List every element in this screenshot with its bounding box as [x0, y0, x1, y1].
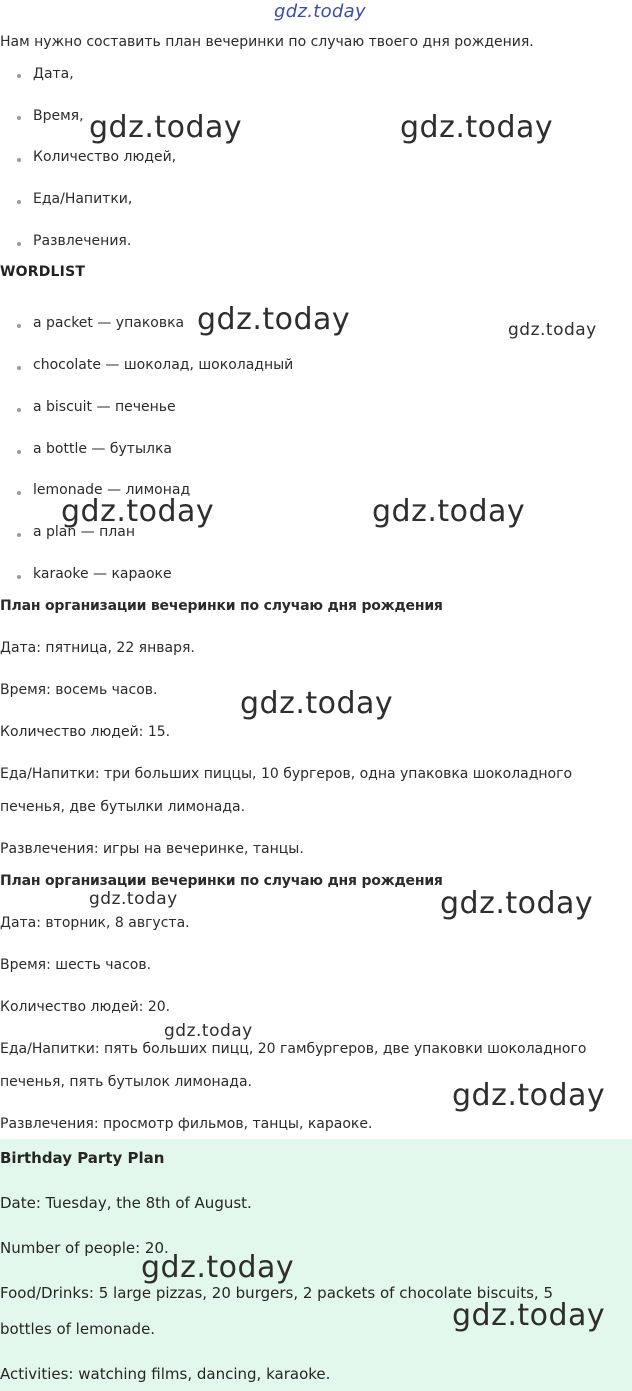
english-plan-title: Birthday Party Plan [0, 1149, 165, 1167]
bullet-icon [17, 74, 21, 78]
list-item: a bottle — бутылка [33, 441, 172, 457]
english-plan-panel [0, 1139, 632, 1391]
bullet-icon [17, 491, 21, 495]
list-item: Количество людей, [33, 149, 177, 165]
list-item: Время, [33, 108, 84, 124]
plan-2-food-line-2: печенья, пять бутылок лимонада. [0, 1074, 252, 1090]
plan-2-title: План организации вечеринки по случаю дня рождения [0, 873, 443, 889]
plan-1-food-line-1: Еда/Напитки: три больших пиццы, 10 бургеров, одна упаковка шоколадного [0, 766, 573, 782]
watermark: gdz.today [452, 1078, 606, 1113]
list-item: Дата, [33, 66, 74, 82]
plan-2-activities: Развлечения: просмотр фильмов, танцы, караоке. [0, 1116, 373, 1132]
plan-2-time: Время: шесть часов. [0, 957, 152, 973]
bullet-icon [17, 200, 21, 204]
list-item: Развлечения. [33, 233, 132, 249]
plan-1-activities: Развлечения: игры на вечеринке, танцы. [0, 841, 304, 857]
plan-1-date: Дата: пятница, 22 января. [0, 640, 195, 656]
bullet-icon [17, 242, 21, 246]
watermark: gdz.today [240, 686, 394, 721]
plan-2-date: Дата: вторник, 8 августа. [0, 915, 190, 931]
list-item: Еда/Напитки, [33, 191, 133, 207]
plan-1-title: План организации вечеринки по случаю дня рождения [0, 598, 443, 614]
bullet-icon [17, 158, 21, 162]
watermark: gdz.today [164, 1021, 253, 1041]
english-plan-date: Date: Tuesday, the 8th of August. [0, 1194, 252, 1212]
watermark: gdz.today [89, 889, 178, 909]
english-plan-food-line-1: Food/Drinks: 5 large pizzas, 20 burgers, 2 packets of chocolate biscuits, 5 [0, 1284, 554, 1302]
watermark: gdz.today [61, 494, 215, 529]
list-item: a packet — упаковка [33, 315, 185, 331]
watermark: gdz.today [197, 302, 351, 337]
english-plan-activities: Activities: watching films, dancing, karaoke. [0, 1365, 331, 1383]
watermark: gdz.today [400, 110, 554, 145]
watermark: gdz.today [141, 1250, 295, 1285]
list-item: a biscuit — печенье [33, 399, 176, 415]
list-item: lemonade — лимонад [33, 482, 191, 498]
bullet-icon [17, 533, 21, 537]
watermark: gdz.today [372, 494, 526, 529]
list-item: a plan — план [33, 524, 135, 540]
bullet-icon [17, 408, 21, 412]
wordlist-title: WORDLIST [0, 264, 86, 280]
plan-2-people: Количество людей: 20. [0, 999, 171, 1015]
plan-1-people: Количество людей: 15. [0, 724, 171, 740]
bullet-icon [17, 116, 21, 120]
watermark: gdz.today [452, 1298, 606, 1333]
plan-1-food-line-2: печенья, две бутылки лимонада. [0, 799, 246, 815]
watermark: gdz.today [89, 110, 243, 145]
bullet-icon [17, 324, 21, 328]
english-plan-people: Number of people: 20. [0, 1239, 169, 1257]
bullet-icon [17, 575, 21, 579]
english-plan-food-line-2: bottles of lemonade. [0, 1320, 156, 1338]
bullet-icon [17, 450, 21, 454]
watermark: gdz.today [508, 320, 597, 340]
bullet-icon [17, 366, 21, 370]
intro-text: Нам нужно составить план вечеринки по случаю твоего дня рождения. [0, 34, 534, 50]
site-watermark-top: gdz.today [274, 1, 366, 22]
list-item: chocolate — шоколад, шоколадный [33, 357, 294, 373]
plan-2-food-line-1: Еда/Напитки: пять больших пицц, 20 гамбургеров, две упаковки шоколадного [0, 1041, 587, 1057]
watermark: gdz.today [440, 886, 594, 921]
list-item: karaoke — караоке [33, 566, 172, 582]
plan-1-time: Время: восемь часов. [0, 682, 158, 698]
